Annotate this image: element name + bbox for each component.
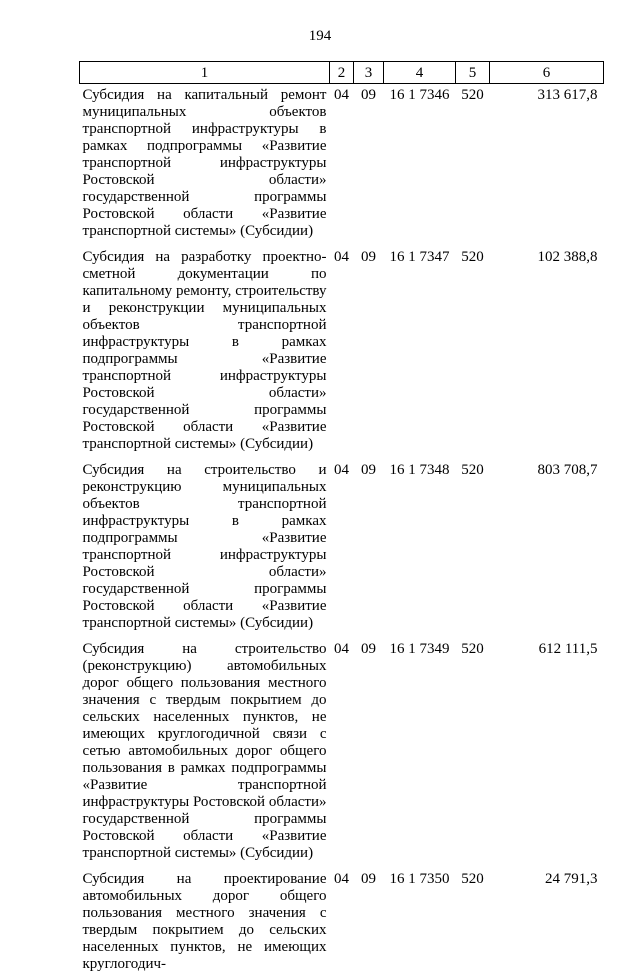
row-expense-type: 520 xyxy=(461,641,484,657)
row-target-code: 16 1 7346 xyxy=(389,87,450,103)
row-description: Субсидия на разработку проектно-сметной документации по капитальному ремонту, строительству и реконструкции муниципальных объектов транспортной инфраструктуры в рамках подпрограммы «Развитие транспортной инфраструктуры Ростовской области» государственной программы Ростовской области «Развитие транспортной системы» (Субсидии) xyxy=(82,249,327,452)
page-number: 194 xyxy=(308,28,332,44)
row-expense-type: 520 xyxy=(461,871,484,887)
table-row xyxy=(80,243,604,456)
row-description: Субсидия на строительство (реконструкцию) автомобильных дорог общего пользования местного значения с твердым покрытием до сельских населенных пунктов, не имеющих круглогодичной связи с сетью автомобильных дорог общего пользования в рамках подпрограммы «Развитие транспортной инфраструктуры Ростовской области» государственной программы Ростовской области «Развитие транспортной системы» (Субсидии) xyxy=(82,641,327,861)
header-col-3: 3 xyxy=(354,62,384,84)
table-row xyxy=(80,456,604,635)
row-section: 04 xyxy=(334,249,349,265)
row-section: 04 xyxy=(334,641,349,657)
table-row xyxy=(80,84,604,244)
row-target-code: 16 1 7348 xyxy=(389,462,450,478)
row-section: 04 xyxy=(334,462,349,478)
row-section: 04 xyxy=(334,871,349,887)
header-col-2: 2 xyxy=(330,62,354,84)
header-col-1: 1 xyxy=(80,62,330,84)
row-amount: 102 388,8 xyxy=(537,249,598,265)
row-section: 04 xyxy=(334,87,349,103)
row-subsection: 09 xyxy=(361,871,376,887)
row-expense-type: 520 xyxy=(461,462,484,478)
row-target-code: 16 1 7347 xyxy=(389,249,450,265)
row-subsection: 09 xyxy=(361,641,376,657)
table-header-row xyxy=(80,62,604,84)
row-expense-type: 520 xyxy=(461,87,484,103)
row-expense-type: 520 xyxy=(461,249,484,265)
row-amount: 24 791,3 xyxy=(545,871,598,887)
row-target-code: 16 1 7349 xyxy=(389,641,450,657)
row-subsection: 09 xyxy=(361,249,376,265)
header-col-5: 5 xyxy=(456,62,490,84)
row-description: Субсидия на строительство и реконструкцию муниципальных объектов транспортной инфраструктуры в рамках подпрограммы «Развитие транспортной инфраструктуры Ростовской области» государственной программы Ростовской области «Развитие транспортной системы» (Субсидии) xyxy=(82,462,327,631)
table-row xyxy=(80,865,604,976)
header-col-6: 6 xyxy=(490,62,604,84)
row-subsection: 09 xyxy=(361,87,376,103)
row-target-code: 16 1 7350 xyxy=(389,871,450,887)
row-subsection: 09 xyxy=(361,462,376,478)
budget-table xyxy=(79,61,604,976)
header-col-4: 4 xyxy=(384,62,456,84)
row-description: Субсидия на проектирование автомобильных дорог общего пользования местного значения с твердым покрытием до сельских населенных пунктов, не имеющих круглогодич- xyxy=(82,871,327,972)
row-amount: 803 708,7 xyxy=(537,462,598,478)
row-amount: 313 617,8 xyxy=(537,87,598,103)
table-row xyxy=(80,635,604,865)
row-amount: 612 111,5 xyxy=(538,641,598,657)
row-description: Субсидия на капитальный ремонт муниципальных объектов транспортной инфраструктуры в рамках подпрограммы «Развитие транспортной инфраструктуры Ростовской области» государственной программы Ростовской области «Развитие транспортной системы» (Субсидии) xyxy=(82,87,327,239)
